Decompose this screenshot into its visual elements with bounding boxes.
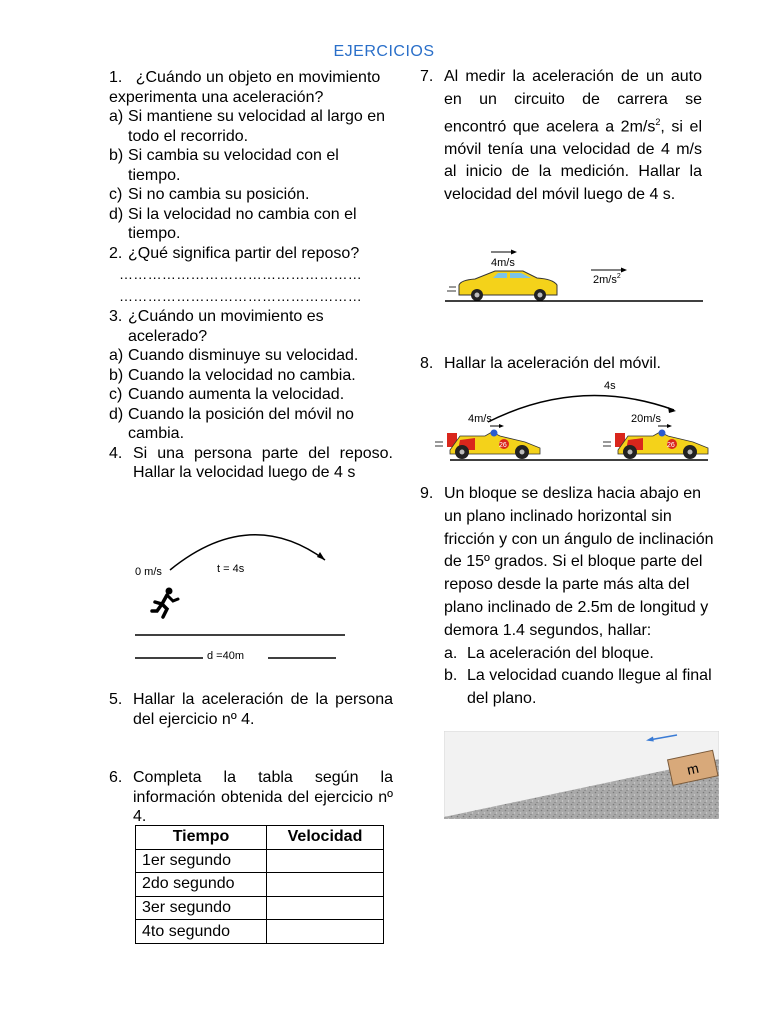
table-cell-velocity[interactable] [267,849,384,873]
q7-text: Al medir la aceleración de un auto en un circuito de carrera se encontró que acelera a $2m/s^2$, si el móvil tenía una velocidad de 4 m/s al inicio de la medición. Hallar la velocidad del móvil luego de 4 s. [444,68,702,203]
question-6 [109,768,393,827]
q7-number: 7. [420,68,434,85]
q1-option-b: b) Si cambia su velocidad con el tiempo. [109,147,339,184]
race-car-icon-start [435,424,540,459]
question-1 [109,68,393,244]
q1-number: 1. [109,69,123,86]
table-header-velocity: Velocidad [267,826,384,850]
q2-text: ¿Qué significa partir del reposo? [128,244,360,262]
q8-figure [430,378,710,466]
table-row [136,849,384,873]
q9-option-a: a. La aceleración del bloque. [444,644,654,662]
q4-text: Si una persona parte del reposo. Hallar la velocidad luego de 4 s [133,444,393,481]
q5-text: Hallar la aceleración de la persona del ejercicio nº 4. [133,691,393,728]
table-cell-time: 2do segundo [136,873,267,897]
q8-final-velocity-label: 20m/s [631,413,661,425]
q3-option-c: c) Cuando aumenta la velocidad. [109,386,345,403]
table-row [136,896,384,920]
q2-answer-line-2: …………………………………………… [119,288,363,304]
runner-icon [152,588,178,618]
q2-answer-line-1: …………………………………………… [119,266,363,282]
arc-arrowhead [317,552,325,560]
question-4 [109,444,393,483]
q7-acceleration-label: $2m/s^2$ [593,273,621,286]
q9-option-b: b. La velocidad cuando llegue al final del plano. [444,667,712,708]
table-cell-velocity[interactable] [267,896,384,920]
q1-option-d: d) Si la velocidad no cambia con el tiempo. [109,205,357,242]
velocity-table [135,825,384,944]
table-cell-velocity[interactable] [267,873,384,897]
question-5 [109,690,393,729]
car-number: 26 [667,442,675,449]
table-header-row [136,826,384,850]
q8-time-label: 4s [604,380,616,392]
q3-text: ¿Cuándo un movimiento es acelerado? [128,308,324,345]
q9-text: Un bloque se desliza hacia abajo en un plano inclinado horizontal sin fricción y con un ángulo de inclinación de 15º grados. Si el bloque parte del reposo desde la parte más alta del plano inclinado de 2.5m de longitud y demora 1.4 segundos, hallar: [444,485,714,639]
q1-option-a: a) Si mantiene su velocidad al largo en todo el recorrido. [109,108,386,145]
q3-option-d: d) Cuando la posición del móvil no cambia. [109,405,354,442]
block-label: m [685,759,701,778]
question-8 [420,354,702,374]
yellow-car-icon [447,271,557,301]
q3-number: 3. [109,308,123,325]
initial-velocity-label: 0 m/s [135,566,162,578]
question-3 [109,307,393,444]
q8-text: Hallar la aceleración del móvil. [444,355,661,372]
distance-label: d =40m [207,650,244,662]
table-header-time: Tiempo [136,826,267,850]
q6-number: 6. [109,769,123,786]
q1-option-c: c) Si no cambia su posición. [109,186,310,203]
q9-figure [444,731,719,819]
motion-arc [170,535,325,570]
question-9 [420,483,715,711]
q3-option-b: b) Cuando la velocidad no cambia. [109,366,356,384]
q9-number: 9. [420,485,434,502]
q7-velocity-label: 4m/s [491,257,515,269]
q5-number: 5. [109,691,123,708]
table-cell-time: 3er segundo [136,896,267,920]
table-row [136,873,384,897]
q4-number: 4. [109,444,123,462]
q7-figure [445,245,707,307]
q6-text: Completa la tabla según la información obtenida del ejercicio nº 4. [133,769,393,825]
question-2 [109,244,393,308]
q4-figure [125,525,355,665]
left-column [109,68,393,483]
question-7 [420,66,702,206]
q8-initial-velocity-label: 4m/s [468,413,492,425]
race-car-icon-end [603,424,708,459]
car-number: 26 [499,442,507,449]
table-cell-time: 1er segundo [136,849,267,873]
table-row [136,920,384,944]
page-title: EJERCICIOS [333,43,435,60]
q1-text: ¿Cuándo un objeto en movimiento experimenta una aceleración? [109,69,381,106]
table-cell-time: 4to segundo [136,920,267,944]
q3-option-a: a) Cuando disminuye su velocidad. [109,347,359,364]
q8-number: 8. [420,355,434,372]
time-label: t = 4s [217,563,245,575]
q2-number: 2. [109,244,123,262]
table-cell-velocity[interactable] [267,920,384,944]
